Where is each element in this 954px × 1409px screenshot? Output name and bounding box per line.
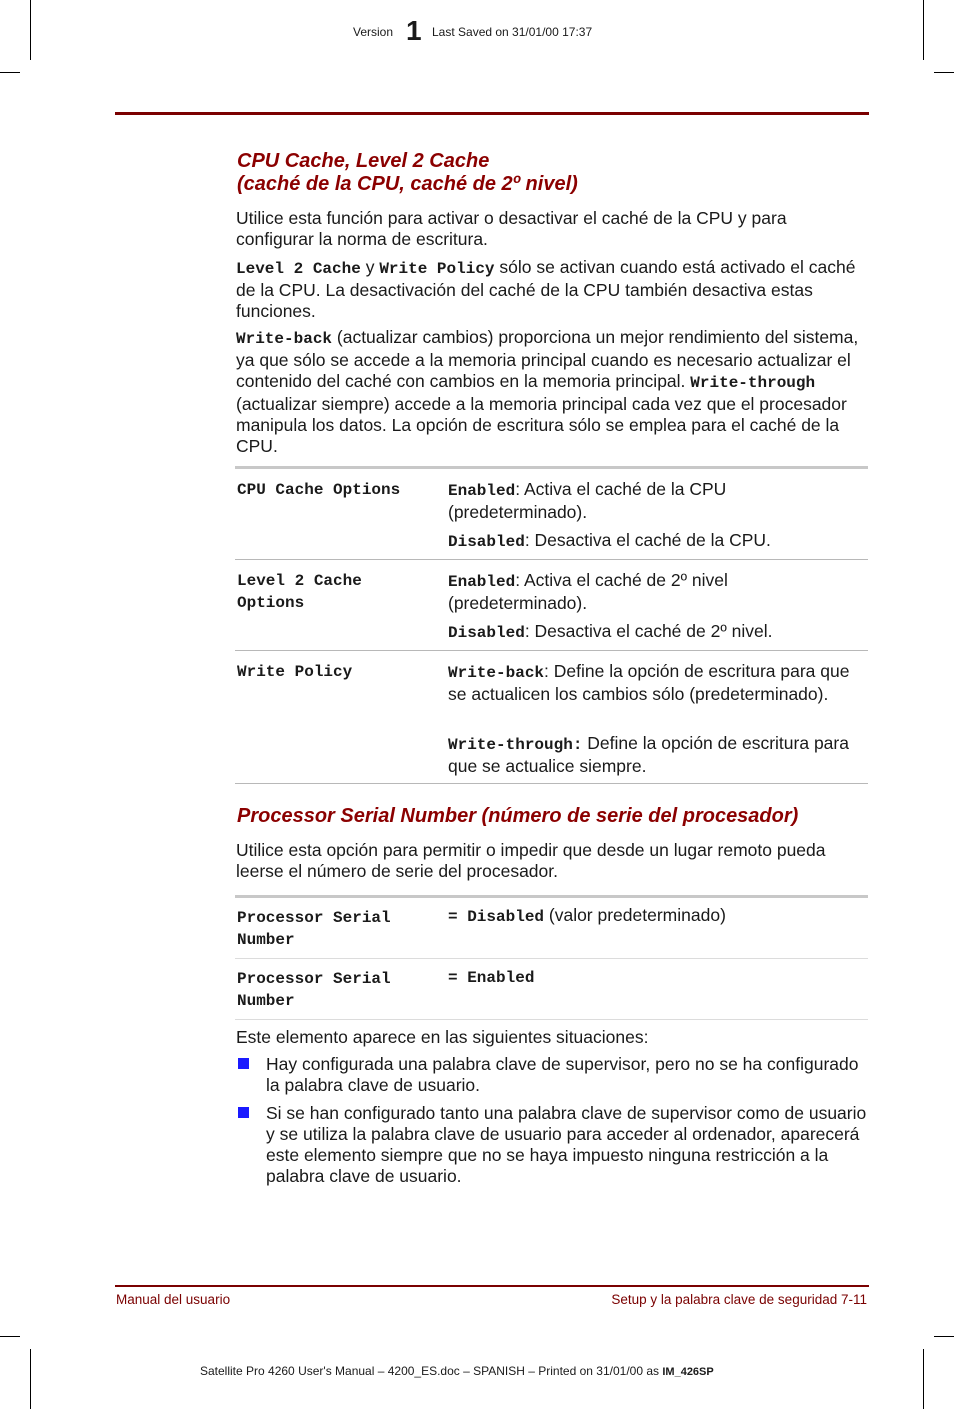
table-rule bbox=[235, 1019, 868, 1020]
version-label: Version bbox=[353, 25, 394, 39]
crop-mark bbox=[30, 0, 31, 60]
list-item: Si se han configurado tanto una palabra clave de supervisor como de usuario y se utiliza la palabra clave de usuario para acceder al ordenador, aparecerá este elemento siempre que no se haya impuesto ninguna restricción a la palabra clave de usuario. bbox=[266, 1103, 867, 1186]
section-title-cpu-cache: CPU Cache, Level 2 Cache (caché de la CPU, caché de 2º nivel) bbox=[237, 150, 578, 195]
crop-mark bbox=[923, 1349, 924, 1409]
version-header bbox=[353, 17, 613, 47]
section-title-processor-serial: Processor Serial Number (número de serie del procesador) bbox=[237, 805, 799, 827]
option-level2-cache: Level 2 Cache Options bbox=[237, 572, 362, 612]
option-value: Disabled: Desactiva el caché de 2º nivel. bbox=[448, 621, 773, 642]
table-rule bbox=[235, 895, 868, 898]
bullet-square-icon bbox=[238, 1058, 249, 1069]
last-saved: Last Saved on 31/01/00 17:37 bbox=[432, 25, 593, 39]
table-rule bbox=[235, 650, 868, 651]
crop-mark bbox=[0, 72, 20, 73]
cpu-cache-paragraph-3: Write-back (actualizar cambios) proporciona un mejor rendimiento del sistema, ya que sólo se accede a la memoria principal cuando es necesario actualizar el contenido del caché con cambios en la memoria principal. Write-through (actualizar siempre) accede a la memoria principal cada vez que el procesador manipula los datos. La opción de escritura sólo se emplea para el caché de la CPU. bbox=[236, 327, 859, 456]
crop-mark bbox=[30, 1349, 31, 1409]
table-rule bbox=[235, 466, 868, 469]
footer-left: Manual del usuario bbox=[116, 1292, 231, 1307]
top-rule bbox=[115, 112, 869, 115]
table-rule bbox=[235, 783, 868, 784]
crop-mark bbox=[934, 1336, 954, 1337]
option-processor-serial: Processor Serial Number bbox=[237, 909, 391, 949]
cpu-cache-intro: Utilice esta función para activar o desactivar el caché de la CPU y para configurar la norma de escritura. bbox=[236, 208, 787, 249]
list-item: Hay configurada una palabra clave de supervisor, pero no se ha configurado la palabra clave de usuario. bbox=[266, 1054, 859, 1095]
option-processor-serial: Processor Serial Number bbox=[237, 970, 391, 1010]
crop-mark bbox=[923, 0, 924, 60]
footer-right: Setup y la palabra clave de seguridad 7-11 bbox=[611, 1292, 867, 1307]
situations-intro: Este elemento aparece en las siguientes situaciones: bbox=[236, 1027, 649, 1047]
option-value: Write-through: Define la opción de escritura para que se actualice siempre. bbox=[448, 733, 849, 776]
option-value: Enabled: Activa el caché de la CPU (predeterminado). bbox=[448, 479, 727, 522]
crop-mark bbox=[934, 72, 954, 73]
table-rule bbox=[235, 958, 868, 959]
cpu-cache-paragraph-2: Level 2 Cache y Write Policy sólo se activan cuando está activado el caché de la CPU. La desactivación del caché de la CPU también desactiva estas funciones. bbox=[236, 257, 856, 321]
bullet-square-icon bbox=[238, 1107, 249, 1118]
footer-rule bbox=[115, 1285, 869, 1287]
print-line: Satellite Pro 4260 User's Manual – 4200_ES.doc – SPANISH – Printed on 31/01/00 as IM_426SP bbox=[200, 1364, 714, 1378]
option-value: Write-back: Define la opción de escritura para que se actualicen los cambios sólo (predeterminado). bbox=[448, 661, 850, 704]
option-value: Enabled: Activa el caché de 2º nivel (predeterminado). bbox=[448, 570, 728, 613]
option-cpu-cache: CPU Cache Options bbox=[237, 481, 401, 499]
version-number: 1 bbox=[406, 15, 422, 46]
table-rule bbox=[235, 559, 868, 560]
option-value: Disabled: Desactiva el caché de la CPU. bbox=[448, 530, 771, 551]
processor-serial-intro: Utilice esta opción para permitir o impedir que desde un lugar remoto pueda leerse el número de serie del procesador. bbox=[236, 840, 826, 881]
option-value: = Enabled bbox=[448, 969, 535, 987]
option-value: = Disabled (valor predeterminado) bbox=[448, 905, 726, 926]
crop-mark bbox=[0, 1336, 20, 1337]
option-write-policy: Write Policy bbox=[237, 663, 353, 681]
